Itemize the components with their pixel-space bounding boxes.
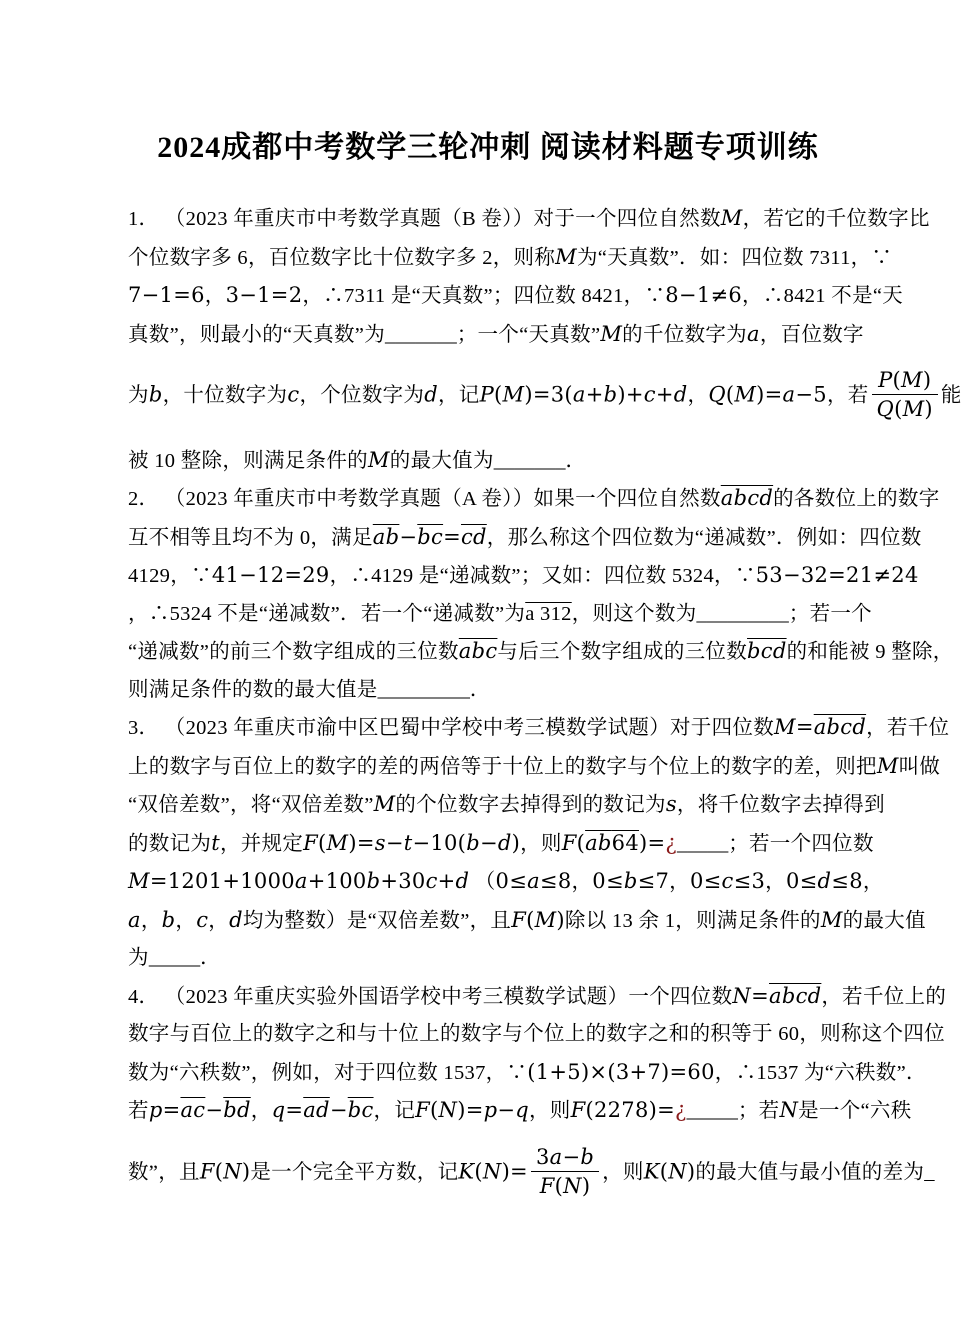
- text-run: ，∴8421 不是“天: [742, 285, 904, 307]
- math-run: M=1201+1000a+100b+30c+d: [128, 869, 470, 893]
- text-run: 为: [128, 947, 149, 969]
- text-line: [128, 748, 941, 787]
- text-run: ，: [175, 909, 197, 932]
- text-run: ，若它的千位数字比: [742, 208, 930, 230]
- document-title: 2024成都中考数学三轮冲刺 阅读材料题专项训练: [157, 131, 819, 164]
- math-run: F(M)=s−t−10(b−d): [303, 830, 521, 855]
- text-run: ，: [687, 384, 709, 407]
- text-run: ，那么称这个四位数为“递减数”．例如：四位数: [486, 526, 922, 549]
- math-run: t: [211, 830, 220, 855]
- problem-1: [128, 200, 962, 480]
- text-run: 3． （2023 年重庆市渝中区巴蜀中学校中考三模数学试题）对于四位数: [128, 717, 774, 739]
- red-mark: ¿: [665, 830, 677, 855]
- math-run: p=: [148, 1098, 181, 1122]
- text-run: ，∴5324 不是“递减数”．若一个“递减数”为: [128, 602, 526, 625]
- text-run: 被 10 整除，则满足条件的: [128, 449, 368, 472]
- text-run: 2． （2023 年重庆市中考数学真题（A 卷））如果一个四位自然数: [128, 488, 721, 510]
- text-run: 若: [128, 1100, 149, 1122]
- fraction: [872, 367, 938, 423]
- text-run: 个位数字多 6，百位数字比十位数字多 2，则称: [128, 246, 556, 269]
- overline-math: $\overline{bc}$: [347, 1098, 374, 1122]
- text-run: ，∴1537 为“六秩数”．: [714, 1061, 927, 1084]
- answer-blank: _________: [696, 602, 789, 625]
- math-run: K(N)=: [458, 1158, 528, 1183]
- math-run: )=: [638, 830, 666, 855]
- text-line: [128, 978, 947, 1017]
- math-run: 53−32=21≠24: [755, 563, 919, 587]
- text-run: ，: [208, 909, 230, 932]
- text-run: ，则这个数为: [571, 602, 697, 625]
- text-run: 真数”，则最小的“天真数”为: [128, 323, 385, 346]
- text-run: ，百位数字: [759, 323, 864, 346]
- overline-math: ab64: [585, 830, 639, 855]
- text-line: [128, 557, 919, 596]
- math-run: 7−1=6: [128, 283, 205, 307]
- text-run: ，并规定: [219, 832, 304, 855]
- math-run: M=: [774, 715, 814, 739]
- text-run: ，若千位: [866, 717, 950, 739]
- overline-math: $\overline{abc}$: [458, 639, 498, 663]
- text-run: 1． （2023 年重庆市中考数学真题（B 卷））对于一个四位自然数: [128, 208, 721, 230]
- text-run: 数字与百位上的数字之和与十位上的数字与个位上的数字之和的积等于 60，则称这个四位: [128, 1023, 945, 1045]
- text-run: 为“天真数”．如：四位数 7311，∵: [576, 246, 893, 269]
- text-line: [128, 633, 954, 672]
- math-run: K(N): [643, 1158, 696, 1183]
- text-run: 除以 13 余 1，则满足条件的: [564, 909, 821, 932]
- text-run: ，将千位数字去掉得到: [676, 794, 885, 816]
- math-run: a: [128, 907, 141, 932]
- text-run: ．: [565, 449, 587, 472]
- text-run: 为: [128, 384, 149, 407]
- text-run: ，: [571, 871, 593, 893]
- math-run: s: [665, 792, 677, 816]
- text-run: ；若: [737, 1100, 780, 1122]
- math-run: c: [196, 907, 209, 932]
- text-line: [128, 354, 962, 442]
- text-line: [128, 239, 893, 278]
- math-run: d: [424, 382, 438, 407]
- text-run: 的个位数字去掉得到的数记为: [395, 794, 666, 816]
- math-run: M: [373, 792, 396, 816]
- math-run: P(M)=3(a+b)+c+d: [479, 382, 688, 407]
- text-run: “递减数”的前三个数字组成的三位数: [128, 641, 459, 663]
- text-run: 4129，∵: [128, 565, 212, 587]
- text-line: [128, 200, 930, 239]
- text-run: ，∴7311 是“天真数”；四位数 8421，∵: [302, 285, 666, 307]
- text-run: ．: [469, 678, 491, 701]
- math-run: 3−1=2: [225, 283, 303, 307]
- text-run: ，则: [602, 1160, 644, 1183]
- text-line: [128, 519, 922, 558]
- problem-4: [128, 978, 947, 1219]
- overline-math: $\overline{bc}$: [417, 524, 444, 549]
- overline-math: $\overline{ab}$: [372, 524, 400, 549]
- overline-math: abcd: [813, 715, 867, 739]
- math-run: b: [161, 907, 176, 932]
- text-line: [128, 902, 926, 941]
- overline-math: abcd: [720, 486, 774, 510]
- math-run: 0≤a≤8: [495, 869, 572, 893]
- text-run: 是一个完全平方数，记: [250, 1160, 459, 1183]
- overline-math: $\overline{cd}$: [460, 524, 487, 549]
- answer-blank: _____: [148, 947, 201, 969]
- overline-math: $\overline{bd}$: [223, 1098, 251, 1122]
- text-run: 是一个“六秩: [798, 1100, 912, 1122]
- answer-blank: _____: [676, 832, 729, 855]
- text-line: [128, 442, 848, 481]
- text-run: ，记: [438, 384, 480, 407]
- math-run: N=: [732, 983, 769, 1008]
- math-run: F(N)=p−q: [415, 1098, 529, 1122]
- text-run: 的数记为: [128, 832, 212, 855]
- math-run: −: [205, 1098, 224, 1122]
- math-run: c: [287, 382, 300, 407]
- text-run: ，: [204, 285, 226, 307]
- math-run: q=: [271, 1098, 304, 1122]
- text-run: 的和能被 9 整除，: [786, 641, 954, 663]
- math-run: M: [600, 321, 623, 346]
- text-run: ，: [765, 871, 786, 893]
- text-run: ，: [862, 871, 884, 893]
- text-line: [128, 786, 885, 825]
- text-run: 互不相等且均不为 0，满足: [128, 526, 373, 549]
- math-run: M: [820, 907, 843, 932]
- text-line: [128, 1092, 912, 1131]
- math-run: 0≤d≤8: [785, 869, 863, 893]
- text-line: [128, 863, 884, 902]
- math-run: F(: [561, 830, 586, 855]
- text-line: [128, 480, 940, 519]
- overline-math: $\overline{ad}$: [303, 1098, 330, 1122]
- fraction-denominator: F(N): [539, 1173, 591, 1198]
- text-run: 数为“六秩数”，例如，对于四位数 1537，∵: [128, 1061, 528, 1084]
- text-run: 能: [940, 384, 962, 407]
- text-run: ，则: [520, 832, 562, 855]
- math-run: F(N): [199, 1158, 251, 1183]
- text-line: [128, 709, 950, 748]
- text-run: ，记: [373, 1100, 416, 1122]
- problem-2: [128, 480, 954, 709]
- text-run: 上的数字与百位上的数字的差的两倍等于十位上的数字与个位上的数字的差，则把: [128, 755, 877, 778]
- text-run: 均为整数）是“双倍差数”，且: [242, 909, 512, 932]
- math-run: d: [229, 907, 243, 932]
- overline-math: $\overline{bcd}$: [747, 639, 787, 663]
- text-run: ，∴4129 是“递减数”；又如：四位数 5324，∵: [329, 565, 756, 587]
- text-line: [128, 940, 848, 978]
- text-line: [128, 596, 872, 634]
- math-run: 8−1≠6: [665, 283, 743, 307]
- fraction-numerator: P(M): [872, 367, 938, 395]
- fraction-denominator: Q(M): [876, 397, 933, 422]
- text-run: ；若一个: [788, 602, 872, 625]
- text-run: ，: [669, 871, 690, 893]
- text-run: ．: [200, 947, 221, 969]
- math-run: N: [779, 1098, 799, 1122]
- text-run: ，则: [529, 1100, 571, 1122]
- text-run: 4． （2023 年重庆实验外国语学校中考三模数学试题）一个四位数: [128, 985, 733, 1008]
- problem-3: [128, 709, 950, 978]
- text-run: ，: [250, 1100, 272, 1122]
- text-run: 的千位数字为: [622, 323, 747, 346]
- text-run: （: [469, 871, 496, 893]
- text-run: 则满足条件的数的最大值是: [128, 678, 378, 701]
- text-run: ，十位数字为: [162, 384, 288, 407]
- math-run: M: [555, 244, 577, 269]
- math-run: a: [746, 321, 760, 346]
- math-run: F(M): [511, 907, 565, 932]
- text-line: [128, 825, 874, 864]
- text-line: [128, 1131, 935, 1219]
- answer-blank: _________: [377, 678, 470, 701]
- math-run: (1+5)×(3+7)=60: [527, 1059, 715, 1084]
- text-run: 的最大值与最小值的差为: [695, 1160, 925, 1183]
- text-line: [128, 1054, 927, 1093]
- text-run: ，: [140, 909, 162, 932]
- text-run: 数”，且: [128, 1160, 200, 1183]
- text-run: ，若千位上的: [821, 985, 947, 1008]
- text-run: ，若: [826, 384, 869, 407]
- math-run: b: [148, 382, 163, 407]
- answer-blank: _____: [686, 1100, 738, 1122]
- overline-math: abcd: [769, 983, 822, 1008]
- math-run: 0≤c≤3: [689, 869, 766, 893]
- text-line: [128, 1016, 945, 1054]
- overline-text: a 312: [525, 602, 572, 625]
- text-run: 的最大值: [842, 909, 926, 932]
- math-run: M: [367, 447, 390, 472]
- text-run: 与后三个数字组成的三位数: [497, 641, 748, 663]
- text-line: [128, 316, 864, 355]
- fraction-numerator: 3a−b: [531, 1144, 599, 1172]
- text-run: ，个位数字为: [299, 384, 425, 407]
- overline-math: $\overline{ac}$: [180, 1098, 206, 1122]
- text-run: 的各数位上的数字: [773, 488, 940, 510]
- math-run: =: [443, 524, 461, 549]
- answer-blank: _: [924, 1160, 935, 1183]
- text-run: 的最大值为: [389, 449, 494, 472]
- text-run: ；一个“天真数”: [456, 323, 601, 346]
- text-run: “双倍差数”，将“双倍差数”: [128, 794, 374, 816]
- math-run: 0≤b≤7: [592, 869, 670, 893]
- math-run: M: [720, 206, 743, 230]
- text-run: 叫做: [898, 755, 941, 778]
- math-run: −: [399, 524, 418, 549]
- red-mark: ¿: [675, 1098, 687, 1122]
- text-run: ；若一个四位数: [728, 832, 874, 855]
- math-run: M: [876, 753, 899, 778]
- fraction: [531, 1144, 599, 1200]
- math-run: F(2278)=: [570, 1098, 676, 1122]
- answer-blank: _______: [493, 449, 566, 472]
- text-line: [128, 672, 848, 710]
- problem-list: [128, 200, 962, 1218]
- answer-blank: _______: [385, 323, 457, 346]
- math-run: −: [329, 1098, 348, 1122]
- math-run: 41−12=29: [211, 563, 330, 587]
- text-line: [128, 277, 904, 316]
- math-run: Q(M)=a−5: [708, 382, 827, 407]
